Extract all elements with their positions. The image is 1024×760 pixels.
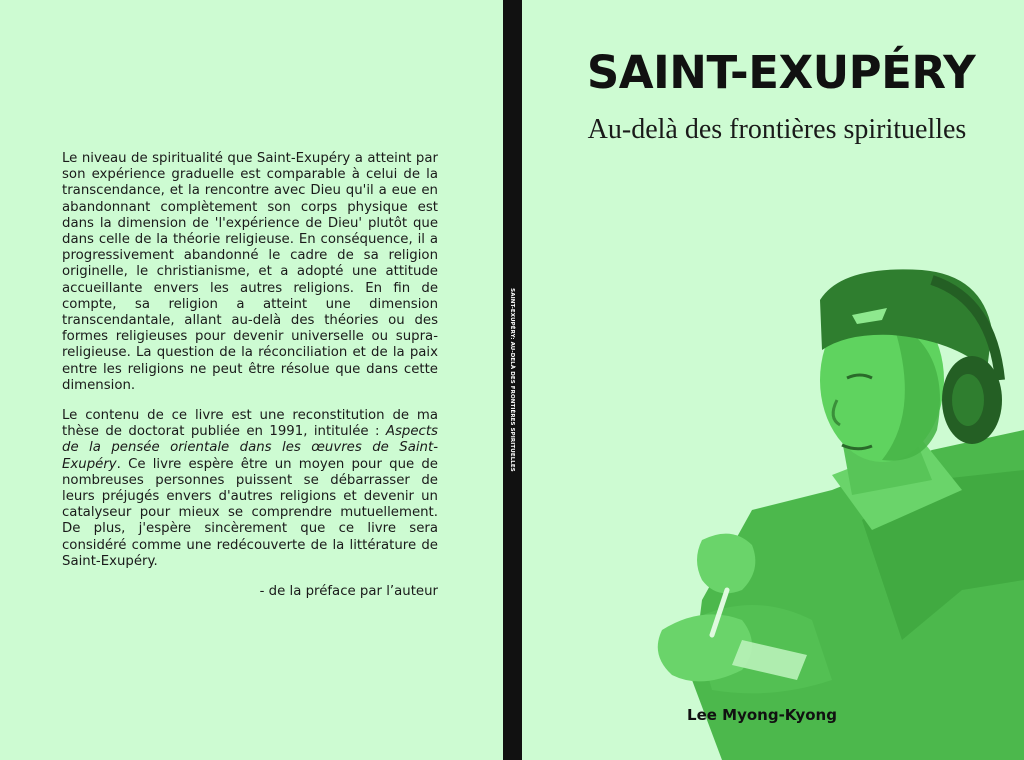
right-hand xyxy=(658,614,752,681)
author-name: Lee Myong-Kyong xyxy=(687,706,837,724)
book-subtitle: Au-delà des frontières spirituelles xyxy=(587,114,967,145)
back-paragraph-2-end: . Ce livre espère être un moyen pour que de nombreuses personnes puissent se débarrasser de leurs préjugés envers d'autres religions et devenir un catalyseur pour mieux se comprendre mutuellement. De plus, j'espère sincèrement que ce livre sera considéré comme une redécouverte de la littérature de Saint-Exupéry. xyxy=(62,456,438,569)
back-paragraph-2 xyxy=(62,408,438,570)
preface-signature: - de la préface par l’auteur xyxy=(259,584,438,600)
back-paragraph-2-start: Le contenu de ce livre est une reconstitution de ma thèse de doctorat publiée en 1991, intitulée : xyxy=(62,408,438,440)
spine-title: SAINT-EXUPÉRY: AU-DELÀ DES FRONTIÈRES SPIRITUELLES xyxy=(509,288,515,472)
thesis-title: Aspects de la pensée orientale dans les œuvres de Saint-Exupéry xyxy=(62,424,438,472)
back-cover-text xyxy=(62,151,438,614)
pilot-portrait-image xyxy=(632,260,1024,760)
front-cover xyxy=(522,0,1024,760)
back-paragraph-1: Le niveau de spiritualité que Saint-Exupéry a atteint par son expérience graduelle est comparable à celui de la transcendance, et la rencontre avec Dieu qu'il a eue en abandonnant complètement son corps physique est dans la dimension de 'l'expérience de Dieu' plutôt que dans celle de la théorie religieuse. En conséquence, il a progressivement abandonné le cadre de sa religion originelle, le christianisme, et a adopté une attitude accueillante envers les autres religions. En fin de compte, sa religion a atteint une dimension transcendantale, allant au-delà des théories ou des formes religieuses pour devenir universelle ou supra-religieuse. La question de la réconciliation et de la paix entre les religions ne peut être résolue que dans cette dimension. xyxy=(62,151,438,393)
back-cover xyxy=(0,0,503,760)
left-hand xyxy=(697,534,755,594)
book-title: SAINT-EXUPÉRY xyxy=(586,46,976,99)
headphone-earcup-inner xyxy=(952,374,984,426)
